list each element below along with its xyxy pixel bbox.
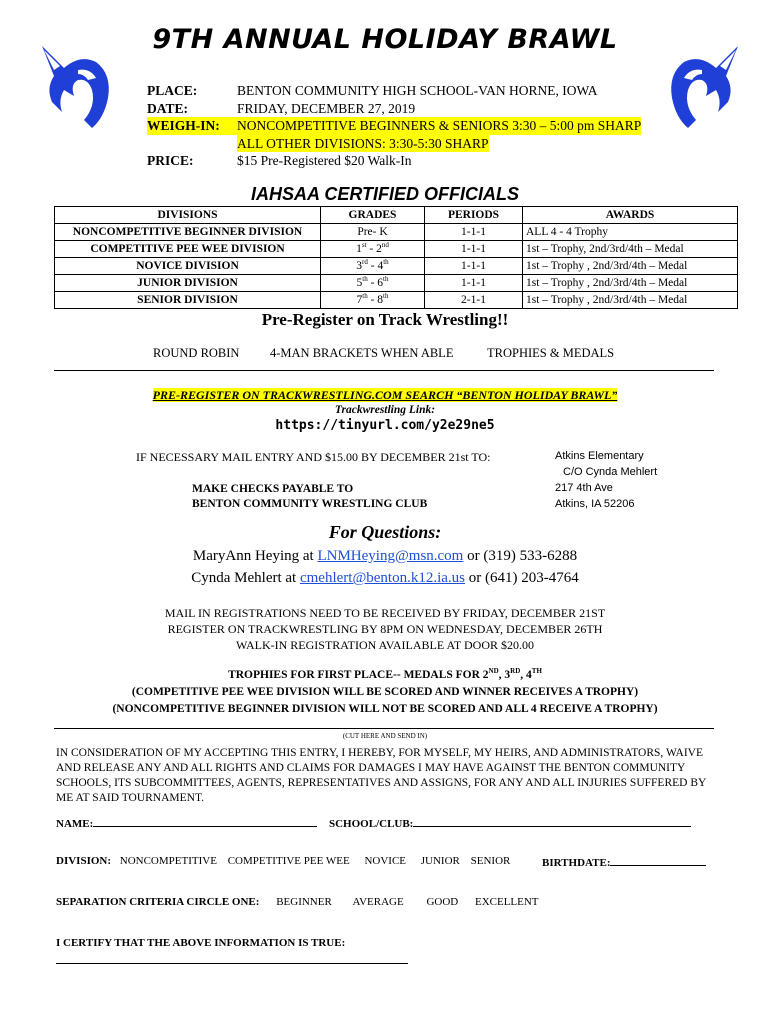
trackwrestling-url[interactable]: https://tinyurl.com/y2e29ne5 bbox=[275, 418, 495, 433]
division-row: DIVISION: NONCOMPETITIVE COMPETITIVE PEE WEE NOVICE JUNIOR SENIOR bbox=[56, 855, 511, 867]
division-option[interactable]: COMPETITIVE PEE WEE bbox=[227, 855, 350, 867]
wildcat-logo-right bbox=[664, 40, 746, 132]
header-divisions: DIVISIONS bbox=[55, 207, 321, 224]
weighin-label: WEIGH-IN: bbox=[147, 117, 237, 135]
division-option[interactable]: NONCOMPETITIVE bbox=[119, 855, 217, 867]
signature-line[interactable] bbox=[56, 963, 408, 964]
price-value: $15 Pre-Registered $20 Walk-In bbox=[237, 153, 412, 168]
separation-option[interactable]: BEGINNER bbox=[276, 896, 332, 908]
table-row: NOVICE DIVISION 3rd - 4th 1-1-1 1st – Trophy , 2nd/3rd/4th – Medal bbox=[55, 258, 738, 275]
table-row: JUNIOR DIVISION 5th - 6th 1-1-1 1st – Trophy , 2nd/3rd/4th – Medal bbox=[55, 275, 738, 292]
header-periods: PERIODS bbox=[425, 207, 523, 224]
birthdate-field[interactable] bbox=[610, 855, 706, 866]
checks-payable: MAKE CHECKS PAYABLE TO BENTON COMMUNITY WRESTLING CLUB bbox=[192, 483, 428, 510]
school-row: SCHOOL/CLUB: bbox=[329, 816, 691, 830]
price-label: PRICE: bbox=[147, 153, 194, 168]
trophy-info: TROPHIES FOR FIRST PLACE-- MEDALS FOR 2ND, 3RD, 4TH (COMPETITIVE PEE WEE DIVISION WILL BE SCORED AND WINNER RECEIVES A TROPHY) (NONCOMPETITIVE BEGINNER DIVISION WILL NOT BE SCORED AND ALL 4 RECEIVE A TROPHY) bbox=[112, 667, 658, 715]
date-label: DATE: bbox=[147, 100, 189, 116]
format-round-robin: ROUND ROBIN bbox=[153, 346, 240, 360]
date-value: FRIDAY, DECEMBER 27, 2019 bbox=[237, 100, 416, 116]
division-option[interactable]: JUNIOR bbox=[420, 855, 460, 867]
weighin-line2: ALL OTHER DIVISIONS: 3:30-5:30 SHARP bbox=[237, 135, 489, 151]
divider bbox=[54, 370, 714, 371]
division-option[interactable]: NOVICE bbox=[364, 855, 407, 867]
division-option[interactable]: SENIOR bbox=[470, 855, 511, 867]
certify-label: I CERTIFY THAT THE ABOVE INFORMATION IS TRUE: bbox=[56, 937, 346, 949]
trackwrestling-label: Trackwrestling Link: bbox=[334, 404, 436, 416]
table-row: NONCOMPETITIVE BEGINNER DIVISION Pre- K 1-1-1 ALL 4 - 4 Trophy bbox=[55, 224, 738, 241]
format-trophies: TROPHIES & MEDALS bbox=[487, 346, 615, 360]
weighin-line1: NONCOMPETITIVE BEGINNERS & SENIORS 3:30 – 5:00 pm SHARP bbox=[237, 118, 642, 133]
cut-line bbox=[54, 728, 714, 729]
certified-heading: IAHSAA CERTIFIED OFFICIALS bbox=[250, 184, 519, 204]
trackwrestling-banner: PRE-REGISTER ON TRACKWRESTLING.COM SEARCH “BENTON HOLIDAY BRAWL” bbox=[152, 388, 618, 402]
name-row: NAME: bbox=[56, 816, 317, 830]
school-field[interactable] bbox=[413, 816, 691, 827]
preregister-heading: Pre-Register on Track Wrestling!! bbox=[261, 310, 509, 329]
separation-option[interactable]: AVERAGE bbox=[352, 896, 404, 908]
header-grades: GRADES bbox=[321, 207, 425, 224]
waiver-text: IN CONSIDERATION OF MY ACCEPTING THIS ENTRY, I HEREBY, FOR MYSELF, MY HEIRS, AND ADMINISTRATORS, WAIVE AND RELEASE ANY AND ALL RIGHTS AND CLAIMS FOR DAMAGES I MAY HAVE AGAINST THE BENTON COMMUNITY SCHOOLS, ITS SUBCOMMITTEES, AGENTS, REPRESENTATIVES AND ASSIGNS, FOR ANY AND ALL INJURIES SUFFERED BY ME AT SAID TOURNAMENT. bbox=[56, 747, 706, 804]
wildcat-logo-left bbox=[34, 40, 116, 132]
contact-heying: MaryAnn Heying at LNMHeying@msn.com or (319) 533-6288 bbox=[192, 548, 578, 564]
contact-mehlert: Cynda Mehlert at cmehlert@benton.k12.ia.us or (641) 203-4764 bbox=[191, 570, 579, 586]
format-brackets: 4-MAN BRACKETS WHEN ABLE bbox=[270, 346, 454, 360]
email-link-mehlert[interactable]: cmehlert@benton.k12.ia.us bbox=[299, 570, 466, 586]
separation-row: SEPARATION CRITERIA CIRCLE ONE: BEGINNER AVERAGE GOOD EXCELLENT bbox=[56, 896, 539, 908]
event-info bbox=[147, 82, 641, 170]
table-row: SENIOR DIVISION 7th - 8th 2-1-1 1st – Trophy , 2nd/3rd/4th – Medal bbox=[55, 292, 738, 309]
divisions-table bbox=[54, 206, 738, 309]
table-row: COMPETITIVE PEE WEE DIVISION 1st - 2nd 1-1-1 1st – Trophy, 2nd/3rd/4th – Medal bbox=[55, 241, 738, 258]
questions-heading: For Questions: bbox=[328, 522, 442, 542]
mail-entry: IF NECESSARY MAIL ENTRY AND $15.00 BY DECEMBER 21st TO: bbox=[136, 450, 491, 464]
name-field[interactable] bbox=[93, 816, 317, 827]
separation-option[interactable]: EXCELLENT bbox=[474, 896, 539, 908]
page-title: 9TH ANNUAL HOLIDAY BRAWL bbox=[152, 24, 618, 55]
separation-option[interactable]: GOOD bbox=[426, 896, 459, 908]
mailing-address: Atkins Elementary C/O Cynda Mehlert 217 4th Ave Atkins, IA 52206 bbox=[555, 450, 658, 510]
place-label: PLACE: bbox=[147, 83, 198, 98]
place-value: BENTON COMMUNITY HIGH SCHOOL-VAN HORNE, IOWA bbox=[237, 83, 598, 98]
birthdate-row: BIRTHDATE: bbox=[542, 855, 706, 869]
header-awards: AWARDS bbox=[523, 207, 738, 224]
cut-here-label: (CUT HERE AND SEND IN) bbox=[342, 732, 428, 740]
email-link-heying[interactable]: LNMHeying@msn.com bbox=[317, 548, 464, 564]
registration-notices: MAIL IN REGISTRATIONS NEED TO BE RECEIVED BY FRIDAY, DECEMBER 21ST REGISTER ON TRACKWRESTLING BY 8PM ON WEDNESDAY, DECEMBER 26TH WALK-IN REGISTRATION AVAILABLE AT DOOR $20.00 bbox=[164, 606, 606, 652]
